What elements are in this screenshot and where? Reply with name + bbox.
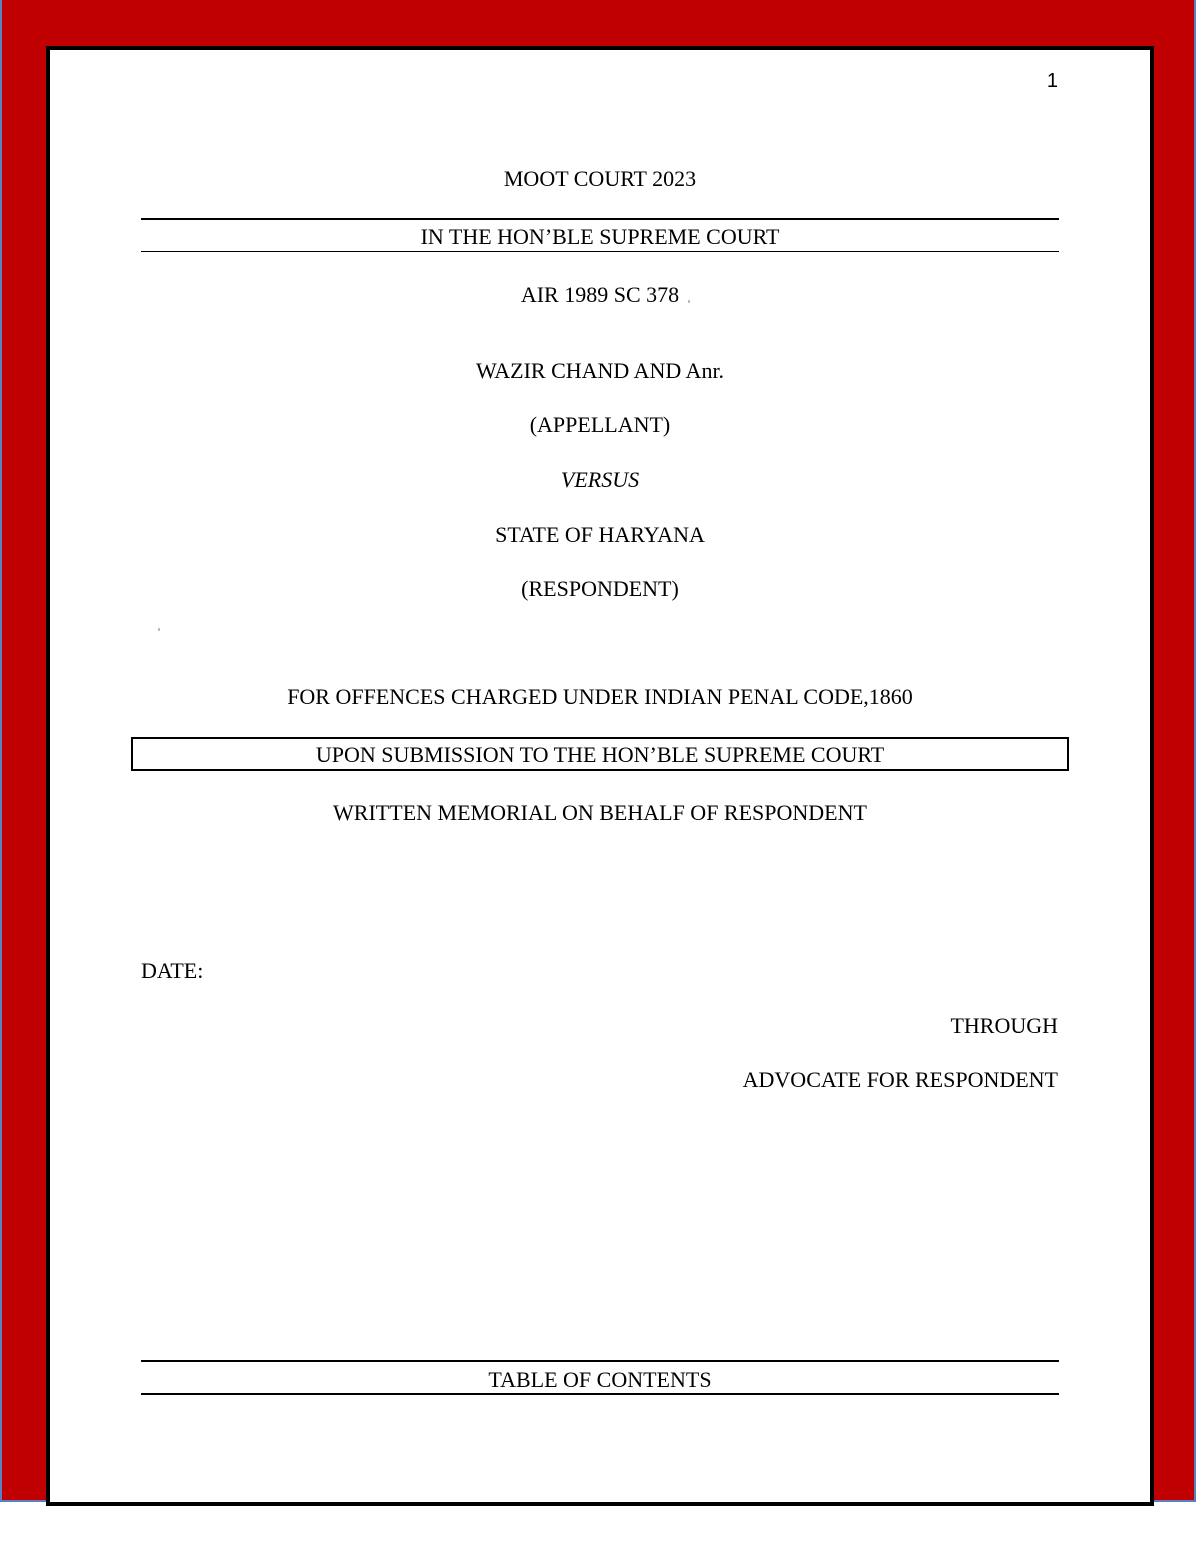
- appellant-role: (APPELLANT): [529, 412, 671, 437]
- offence-statement: FOR OFFENCES CHARGED UNDER INDIAN PENAL CODE,1860: [287, 684, 913, 709]
- rule-bottom: [141, 251, 1059, 252]
- case-citation: AIR 1989 SC 378: [520, 282, 680, 307]
- speck-mark: [158, 628, 160, 631]
- respondent-name: STATE OF HARYANA: [495, 522, 705, 547]
- rule-top: [141, 218, 1059, 220]
- through-label: THROUGH: [950, 1013, 1058, 1038]
- respondent-role: (RESPONDENT): [521, 576, 679, 601]
- date-label: DATE:: [141, 958, 204, 983]
- submission-statement: UPON SUBMISSION TO THE HON’BLE SUPREME COURT: [315, 742, 885, 767]
- rule-top: [141, 1360, 1059, 1362]
- advocate-label: ADVOCATE FOR RESPONDENT: [742, 1067, 1058, 1092]
- court-heading: IN THE HON’BLE SUPREME COURT: [420, 224, 780, 249]
- memorial-statement: WRITTEN MEMORIAL ON BEHALF OF RESPONDENT: [333, 800, 867, 825]
- versus-label: VERSUS: [560, 467, 640, 492]
- document-page: [46, 46, 1154, 1506]
- table-of-contents-heading: TABLE OF CONTENTS: [488, 1367, 712, 1392]
- speck-mark: [688, 300, 690, 303]
- page-number: 1: [1046, 70, 1058, 92]
- appellant-name: WAZIR CHAND AND Anr.: [475, 358, 725, 383]
- rule-bottom: [141, 1393, 1059, 1395]
- moot-court-title: MOOT COURT 2023: [503, 166, 697, 191]
